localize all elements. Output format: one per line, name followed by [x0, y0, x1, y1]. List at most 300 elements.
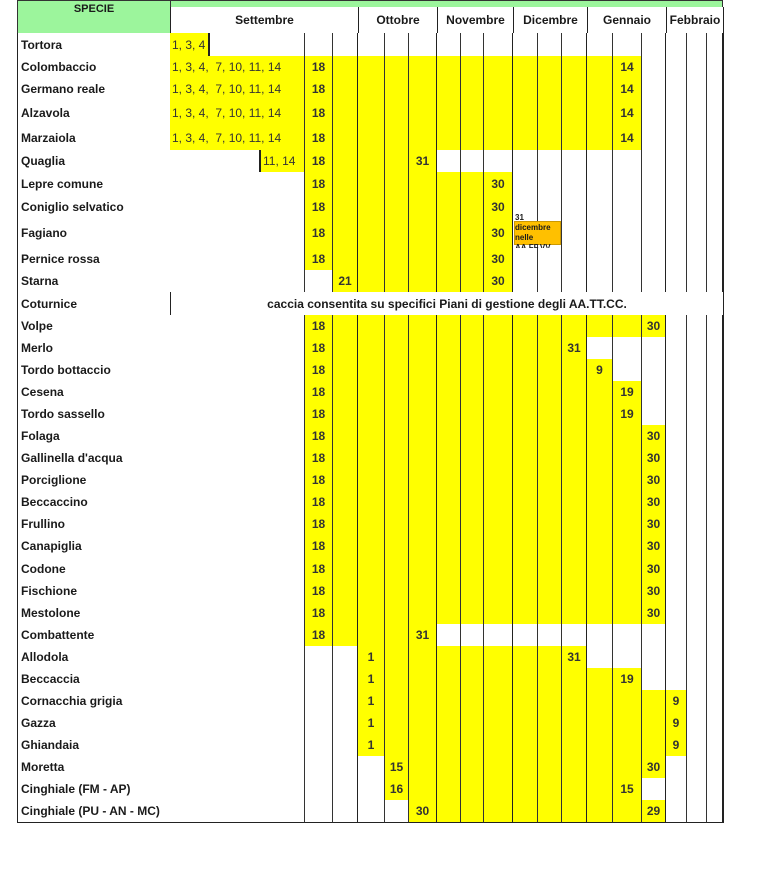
period-cell — [587, 624, 613, 647]
period-cell — [385, 602, 409, 625]
period-cell — [613, 778, 642, 801]
species-name: Coniglio selvatico — [17, 195, 171, 219]
period-cell — [333, 580, 359, 603]
period-cell — [305, 172, 333, 196]
period-cell — [385, 33, 409, 57]
period-cell — [707, 33, 724, 57]
early-dates-cell — [170, 778, 305, 801]
period-cell — [333, 535, 359, 558]
early-dates-cell — [170, 381, 305, 404]
period-cell — [437, 513, 461, 536]
period-cell — [385, 800, 409, 823]
period-cell — [513, 172, 538, 196]
period-cell — [461, 668, 484, 691]
period-cell — [305, 734, 333, 757]
period-cell — [484, 756, 514, 779]
period-cell — [642, 800, 667, 823]
table-row — [17, 150, 724, 173]
period-cell — [562, 78, 588, 101]
period-cell — [666, 602, 687, 625]
period-cell — [687, 381, 707, 404]
period-cell — [305, 100, 333, 127]
period-cell — [666, 469, 687, 492]
period-cell — [358, 425, 385, 448]
period-cell — [687, 56, 707, 79]
date-label: 18 — [311, 60, 326, 74]
period-cell — [409, 381, 438, 404]
period-cell — [666, 126, 687, 151]
date-label: 14 — [620, 82, 634, 96]
period-cell — [613, 172, 642, 196]
period-cell — [666, 150, 687, 173]
month-header-settembre: Settembre — [170, 7, 359, 34]
period-cell — [358, 646, 385, 669]
period-cell — [461, 535, 484, 558]
period-cell — [707, 646, 724, 669]
early-dates-cell — [170, 513, 305, 536]
period-cell — [305, 150, 333, 173]
period-cell — [484, 646, 514, 669]
period-cell — [687, 270, 707, 293]
date-label: 18 — [311, 319, 326, 333]
species-name: Merlo — [17, 337, 171, 360]
period-cell — [538, 78, 562, 101]
period-cell — [687, 602, 707, 625]
date-label: 18 — [311, 517, 326, 531]
early-dates-cell — [170, 668, 305, 691]
period-cell — [305, 403, 333, 426]
date-label: 30 — [491, 199, 505, 214]
table-row — [17, 292, 724, 316]
period-cell — [587, 602, 613, 625]
period-cell — [613, 535, 642, 558]
date-label: 30 — [646, 517, 661, 531]
period-cell — [687, 535, 707, 558]
period-cell — [333, 425, 359, 448]
period-cell — [666, 447, 687, 470]
period-cell — [613, 557, 642, 581]
period-cell — [687, 513, 707, 536]
period-cell — [642, 172, 667, 196]
period-cell — [642, 359, 667, 382]
period-cell — [333, 624, 359, 647]
period-cell — [437, 315, 461, 338]
period-cell — [642, 469, 667, 492]
period-cell — [613, 126, 642, 151]
table-row — [17, 248, 724, 271]
period-cell — [642, 33, 667, 57]
period-cell — [333, 270, 359, 293]
period-cell — [538, 580, 562, 603]
period-cell — [707, 778, 724, 801]
period-cell — [587, 337, 613, 360]
period-cell — [461, 403, 484, 426]
period-cell — [358, 33, 385, 57]
date-label: 18 — [311, 226, 326, 240]
date-label: 30 — [646, 473, 661, 487]
period-cell — [409, 359, 438, 382]
early-dates-cell — [170, 646, 305, 669]
period-cell — [484, 195, 514, 219]
date-label: 19 — [620, 385, 634, 399]
period-cell — [484, 690, 514, 713]
period-cell — [333, 734, 359, 757]
table-row — [17, 734, 724, 757]
early-dates-cell — [170, 712, 305, 735]
period-cell — [409, 469, 438, 492]
period-cell — [484, 56, 514, 79]
table-row — [17, 624, 724, 647]
period-cell — [409, 712, 438, 735]
period-cell — [333, 126, 359, 151]
period-cell — [305, 535, 333, 558]
date-label: 18 — [311, 584, 326, 598]
early-dates-cell — [170, 337, 305, 360]
period-cell — [562, 624, 588, 647]
period-cell — [666, 270, 687, 293]
period-cell — [613, 150, 642, 173]
period-cell — [666, 78, 687, 101]
period-cell — [513, 690, 538, 713]
period-cell — [484, 513, 514, 536]
period-cell — [562, 668, 588, 691]
period-cell — [687, 150, 707, 173]
period-cell — [305, 690, 333, 713]
species-name: Cesena — [17, 381, 171, 404]
period-cell — [666, 248, 687, 271]
period-cell — [707, 580, 724, 603]
period-cell — [562, 690, 588, 713]
period-cell — [587, 172, 613, 196]
period-cell — [687, 580, 707, 603]
early-dates-cell — [170, 172, 305, 196]
table-row — [17, 195, 724, 219]
period-cell — [587, 756, 613, 779]
species-name: Alzavola — [17, 100, 171, 127]
early-dates-cell — [170, 734, 305, 757]
period-cell — [513, 580, 538, 603]
period-cell — [358, 78, 385, 101]
month-header-gennaio: Gennaio — [587, 7, 667, 34]
period-cell — [587, 712, 613, 735]
period-cell — [666, 491, 687, 514]
period-cell — [513, 33, 538, 57]
period-cell — [707, 315, 724, 338]
species-name: Lepre comune — [17, 172, 171, 196]
period-cell — [437, 535, 461, 558]
period-cell — [358, 100, 385, 127]
period-cell — [461, 447, 484, 470]
early-dates-cell — [170, 535, 305, 558]
period-cell — [409, 535, 438, 558]
period-cell — [687, 248, 707, 271]
period-cell — [409, 78, 438, 101]
period-cell — [587, 513, 613, 536]
species-name: Moretta — [17, 756, 171, 779]
period-cell — [305, 491, 333, 514]
period-cell — [385, 690, 409, 713]
period-cell — [587, 491, 613, 514]
period-cell — [437, 172, 461, 196]
period-cell — [437, 78, 461, 101]
period-cell — [587, 646, 613, 669]
period-cell — [613, 602, 642, 625]
period-cell — [305, 218, 333, 249]
period-cell — [687, 557, 707, 581]
early-dates-cell — [170, 100, 305, 127]
period-cell — [305, 248, 333, 271]
period-cell — [562, 172, 588, 196]
period-cell — [437, 126, 461, 151]
table-row — [17, 78, 724, 101]
early-dates-cell — [170, 248, 305, 271]
period-cell — [409, 646, 438, 669]
period-cell — [613, 195, 642, 219]
period-cell — [333, 195, 359, 219]
table-row — [17, 315, 724, 338]
period-cell — [562, 195, 588, 219]
period-cell — [305, 624, 333, 647]
period-cell — [666, 359, 687, 382]
period-cell — [513, 78, 538, 101]
period-cell — [513, 469, 538, 492]
period-cell — [562, 646, 588, 669]
period-cell — [385, 425, 409, 448]
period-cell — [461, 195, 484, 219]
period-cell — [538, 248, 562, 271]
table-row — [17, 513, 724, 536]
period-cell — [513, 491, 538, 514]
period-cell — [538, 756, 562, 779]
early-dates-cell — [170, 447, 305, 470]
date-label: 18 — [311, 407, 326, 421]
species-name: Codone — [17, 557, 171, 581]
period-cell — [538, 100, 562, 127]
period-cell — [437, 469, 461, 492]
period-cell — [484, 668, 514, 691]
period-cell — [666, 535, 687, 558]
period-cell — [562, 33, 588, 57]
table-row — [17, 690, 724, 713]
period-cell — [409, 248, 438, 271]
period-cell — [358, 557, 385, 581]
period-cell — [666, 425, 687, 448]
period-cell — [385, 756, 409, 779]
period-cell — [461, 513, 484, 536]
period-cell — [642, 557, 667, 581]
period-cell — [333, 218, 359, 249]
period-cell — [484, 712, 514, 735]
period-cell — [358, 248, 385, 271]
period-cell — [484, 624, 514, 647]
date-label: 30 — [646, 319, 661, 333]
period-cell — [358, 535, 385, 558]
period-cell — [513, 126, 538, 151]
date-label: 1 — [367, 650, 375, 664]
period-cell — [461, 469, 484, 492]
period-cell — [538, 381, 562, 404]
period-cell — [687, 126, 707, 151]
period-cell — [687, 172, 707, 196]
period-cell — [707, 78, 724, 101]
period-cell — [687, 218, 707, 249]
date-label: 18 — [311, 561, 326, 576]
period-cell — [385, 580, 409, 603]
date-label: 31 — [567, 650, 581, 664]
early-dates-cell — [170, 218, 305, 249]
period-cell — [409, 403, 438, 426]
period-cell — [461, 172, 484, 196]
species-name: Fischione — [17, 580, 171, 603]
period-cell — [305, 469, 333, 492]
period-cell — [642, 712, 667, 735]
period-cell — [305, 513, 333, 536]
month-header-febbraio: Febbraio — [666, 7, 724, 34]
period-cell — [642, 425, 667, 448]
period-cell — [642, 56, 667, 79]
date-label: 30 — [646, 539, 661, 553]
table-row — [17, 213, 724, 249]
period-cell — [666, 56, 687, 79]
period-cell — [437, 381, 461, 404]
date-label: 16 — [389, 782, 404, 796]
period-cell — [613, 646, 642, 669]
date-label: 31 — [415, 154, 430, 168]
period-cell — [562, 270, 588, 293]
period-cell — [437, 56, 461, 79]
period-cell — [538, 491, 562, 514]
period-cell — [587, 248, 613, 271]
period-cell — [513, 381, 538, 404]
note-line: nelle — [515, 233, 534, 242]
period-cell — [409, 126, 438, 151]
period-cell — [409, 315, 438, 338]
period-cell — [461, 381, 484, 404]
table-row — [17, 712, 724, 735]
period-cell — [437, 800, 461, 823]
period-cell — [333, 491, 359, 514]
period-cell — [707, 756, 724, 779]
date-label: 30 — [646, 451, 661, 465]
period-cell — [484, 100, 514, 127]
period-cell — [513, 425, 538, 448]
period-cell — [358, 756, 385, 779]
date-label: 19 — [620, 672, 634, 686]
table-row — [17, 602, 724, 625]
period-cell — [484, 535, 514, 558]
period-cell — [538, 800, 562, 823]
date-label: 18 — [311, 363, 326, 377]
period-cell — [538, 359, 562, 382]
period-cell — [437, 337, 461, 360]
species-name: Porciglione — [17, 469, 171, 492]
species-name: Gallinella d'acqua — [17, 447, 171, 470]
period-cell — [305, 602, 333, 625]
period-cell — [666, 580, 687, 603]
date-label: 14 — [620, 60, 634, 74]
period-cell — [385, 150, 409, 173]
period-cell — [613, 800, 642, 823]
date-label: 9 — [672, 694, 680, 708]
period-cell — [358, 800, 385, 823]
table-row — [17, 756, 724, 779]
period-cell — [642, 381, 667, 404]
period-cell — [562, 126, 588, 151]
date-label: 18 — [311, 199, 326, 214]
period-cell — [358, 602, 385, 625]
period-cell — [409, 756, 438, 779]
period-cell — [562, 381, 588, 404]
period-cell — [642, 602, 667, 625]
period-cell — [587, 56, 613, 79]
period-cell — [642, 195, 667, 219]
period-cell — [305, 756, 333, 779]
period-cell — [385, 491, 409, 514]
period-cell — [707, 248, 724, 271]
date-label: 30 — [646, 606, 661, 620]
period-cell — [484, 403, 514, 426]
species-name: Marzaiola — [17, 126, 171, 151]
period-cell — [538, 513, 562, 536]
early-dates-cell — [170, 491, 305, 514]
period-cell — [333, 337, 359, 360]
date-label: 18 — [311, 131, 326, 145]
period-cell — [461, 337, 484, 360]
table-row — [17, 491, 724, 514]
period-cell — [409, 447, 438, 470]
early-dates-cell — [170, 602, 305, 625]
period-cell — [707, 624, 724, 647]
period-cell — [562, 602, 588, 625]
period-cell — [538, 734, 562, 757]
period-cell — [642, 646, 667, 669]
early-dates-cell — [170, 580, 305, 603]
period-cell — [437, 778, 461, 801]
period-cell — [305, 646, 333, 669]
early-dates-cell — [170, 469, 305, 492]
period-cell — [305, 78, 333, 101]
table-row — [17, 359, 724, 382]
early-dates: 1, 3, 4, 7, 10, 11, 14 — [170, 56, 304, 78]
period-cell — [437, 690, 461, 713]
period-cell — [484, 359, 514, 382]
period-cell — [385, 778, 409, 801]
period-cell — [333, 800, 359, 823]
period-cell — [666, 381, 687, 404]
period-cell — [642, 513, 667, 536]
period-cell — [409, 425, 438, 448]
period-cell — [587, 270, 613, 293]
period-cell — [305, 425, 333, 448]
period-cell — [642, 491, 667, 514]
table-row — [17, 126, 724, 151]
period-cell — [409, 491, 438, 514]
species-name: Cornacchia grigia — [17, 690, 171, 713]
period-cell — [333, 403, 359, 426]
date-label: 18 — [311, 176, 326, 191]
period-cell — [687, 78, 707, 101]
early-dates-cell — [170, 756, 305, 779]
period-cell — [437, 359, 461, 382]
period-cell — [358, 580, 385, 603]
table-row — [17, 33, 724, 57]
period-cell — [358, 513, 385, 536]
period-cell — [461, 800, 484, 823]
period-cell — [666, 172, 687, 196]
species-name: Coturnice — [17, 292, 171, 316]
period-cell — [587, 218, 613, 249]
period-cell — [409, 580, 438, 603]
